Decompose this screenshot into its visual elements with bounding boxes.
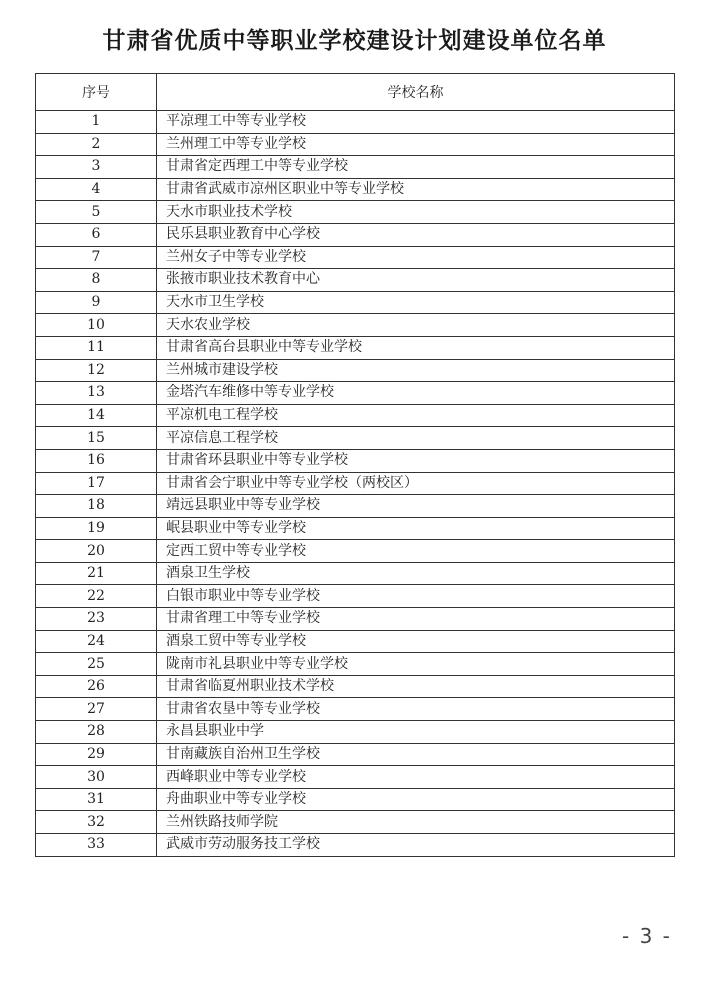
serial-number-cell: 9 (36, 291, 157, 314)
table-row (36, 585, 675, 608)
school-name-cell: 兰州铁路技师学院 (157, 811, 675, 834)
school-name-cell: 岷县职业中等专业学校 (157, 517, 675, 540)
serial-number-cell: 26 (36, 675, 157, 698)
serial-number-cell: 5 (36, 201, 157, 224)
serial-number-cell: 20 (36, 540, 157, 563)
serial-number-cell: 22 (36, 585, 157, 608)
table-row (36, 675, 675, 698)
table-row (36, 269, 675, 292)
table-row (36, 630, 675, 653)
table-row (36, 201, 675, 224)
table-row (36, 788, 675, 811)
header-serial-number: 序号 (36, 74, 157, 111)
header-school-name: 学校名称 (157, 74, 675, 111)
serial-number-cell: 17 (36, 472, 157, 495)
school-name-cell: 永昌县职业中学 (157, 721, 675, 744)
serial-number-cell: 11 (36, 336, 157, 359)
serial-number-cell: 3 (36, 156, 157, 179)
table-row (36, 156, 675, 179)
school-name-cell: 甘肃省武威市凉州区职业中等专业学校 (157, 178, 675, 201)
serial-number-cell: 29 (36, 743, 157, 766)
school-name-cell: 平凉机电工程学校 (157, 404, 675, 427)
serial-number-cell: 18 (36, 495, 157, 518)
school-name-cell: 甘南藏族自治州卫生学校 (157, 743, 675, 766)
school-name-cell: 甘肃省理工中等专业学校 (157, 608, 675, 631)
table-row (36, 111, 675, 134)
table-row (36, 540, 675, 563)
serial-number-cell: 27 (36, 698, 157, 721)
table-row (36, 314, 675, 337)
serial-number-cell: 12 (36, 359, 157, 382)
document-title: 甘肃省优质中等职业学校建设计划建设单位名单 (102, 28, 607, 54)
school-name-cell: 天水农业学校 (157, 314, 675, 337)
table-row (36, 721, 675, 744)
table-body (36, 111, 675, 857)
table-row (36, 246, 675, 269)
serial-number-cell: 21 (36, 562, 157, 585)
serial-number-cell: 6 (36, 223, 157, 246)
table-row (36, 427, 675, 450)
serial-number-cell: 33 (36, 834, 157, 857)
serial-number-cell: 10 (36, 314, 157, 337)
school-name-cell: 甘肃省农垦中等专业学校 (157, 698, 675, 721)
serial-number-cell: 14 (36, 404, 157, 427)
table-row (36, 517, 675, 540)
school-name-cell: 天水市卫生学校 (157, 291, 675, 314)
school-name-cell: 甘肃省定西理工中等专业学校 (157, 156, 675, 179)
serial-number-cell: 4 (36, 178, 157, 201)
table-row (36, 291, 675, 314)
serial-number-cell: 25 (36, 653, 157, 676)
table-row (36, 834, 675, 857)
school-name-cell: 民乐县职业教育中心学校 (157, 223, 675, 246)
school-name-cell: 张掖市职业技术教育中心 (157, 269, 675, 292)
serial-number-cell: 30 (36, 766, 157, 789)
school-name-cell: 白银市职业中等专业学校 (157, 585, 675, 608)
serial-number-cell: 8 (36, 269, 157, 292)
school-name-cell: 甘肃省环县职业中等专业学校 (157, 449, 675, 472)
table-row (36, 133, 675, 156)
school-name-cell: 甘肃省高台县职业中等专业学校 (157, 336, 675, 359)
school-name-cell: 武威市劳动服务技工学校 (157, 834, 675, 857)
serial-number-cell: 24 (36, 630, 157, 653)
table-row (36, 698, 675, 721)
school-name-cell: 平凉理工中等专业学校 (157, 111, 675, 134)
table-row (36, 766, 675, 789)
serial-number-cell: 1 (36, 111, 157, 134)
serial-number-cell: 13 (36, 382, 157, 405)
school-name-cell: 甘肃省临夏州职业技术学校 (157, 675, 675, 698)
school-name-cell: 定西工贸中等专业学校 (157, 540, 675, 563)
school-name-cell: 兰州理工中等专业学校 (157, 133, 675, 156)
table-row (36, 359, 675, 382)
school-list-table (35, 73, 675, 857)
school-name-cell: 兰州女子中等专业学校 (157, 246, 675, 269)
table-row (36, 223, 675, 246)
school-name-cell: 金塔汽车维修中等专业学校 (157, 382, 675, 405)
school-name-cell: 兰州城市建设学校 (157, 359, 675, 382)
school-name-cell: 西峰职业中等专业学校 (157, 766, 675, 789)
school-name-cell: 酒泉卫生学校 (157, 562, 675, 585)
table-row (36, 495, 675, 518)
serial-number-cell: 16 (36, 449, 157, 472)
serial-number-cell: 15 (36, 427, 157, 450)
serial-number-cell: 19 (36, 517, 157, 540)
table-row (36, 449, 675, 472)
table-row (36, 472, 675, 495)
table-row (36, 404, 675, 427)
school-name-cell: 陇南市礼县职业中等专业学校 (157, 653, 675, 676)
table-row (36, 336, 675, 359)
table-row (36, 562, 675, 585)
serial-number-cell: 23 (36, 608, 157, 631)
table-header-row (36, 74, 675, 111)
table-row (36, 178, 675, 201)
table-row (36, 608, 675, 631)
serial-number-cell: 31 (36, 788, 157, 811)
school-name-cell: 靖远县职业中等专业学校 (157, 495, 675, 518)
school-name-cell: 酒泉工贸中等专业学校 (157, 630, 675, 653)
table-row (36, 382, 675, 405)
school-name-cell: 天水市职业技术学校 (157, 201, 675, 224)
serial-number-cell: 32 (36, 811, 157, 834)
table-row (36, 811, 675, 834)
serial-number-cell: 2 (36, 133, 157, 156)
serial-number-cell: 7 (36, 246, 157, 269)
table-row (36, 743, 675, 766)
school-name-cell: 平凉信息工程学校 (157, 427, 675, 450)
table-row (36, 653, 675, 676)
serial-number-cell: 28 (36, 721, 157, 744)
page-number: - 3 - (622, 924, 672, 948)
school-name-cell: 甘肃省会宁职业中等专业学校（两校区） (157, 472, 675, 495)
school-name-cell: 舟曲职业中等专业学校 (157, 788, 675, 811)
